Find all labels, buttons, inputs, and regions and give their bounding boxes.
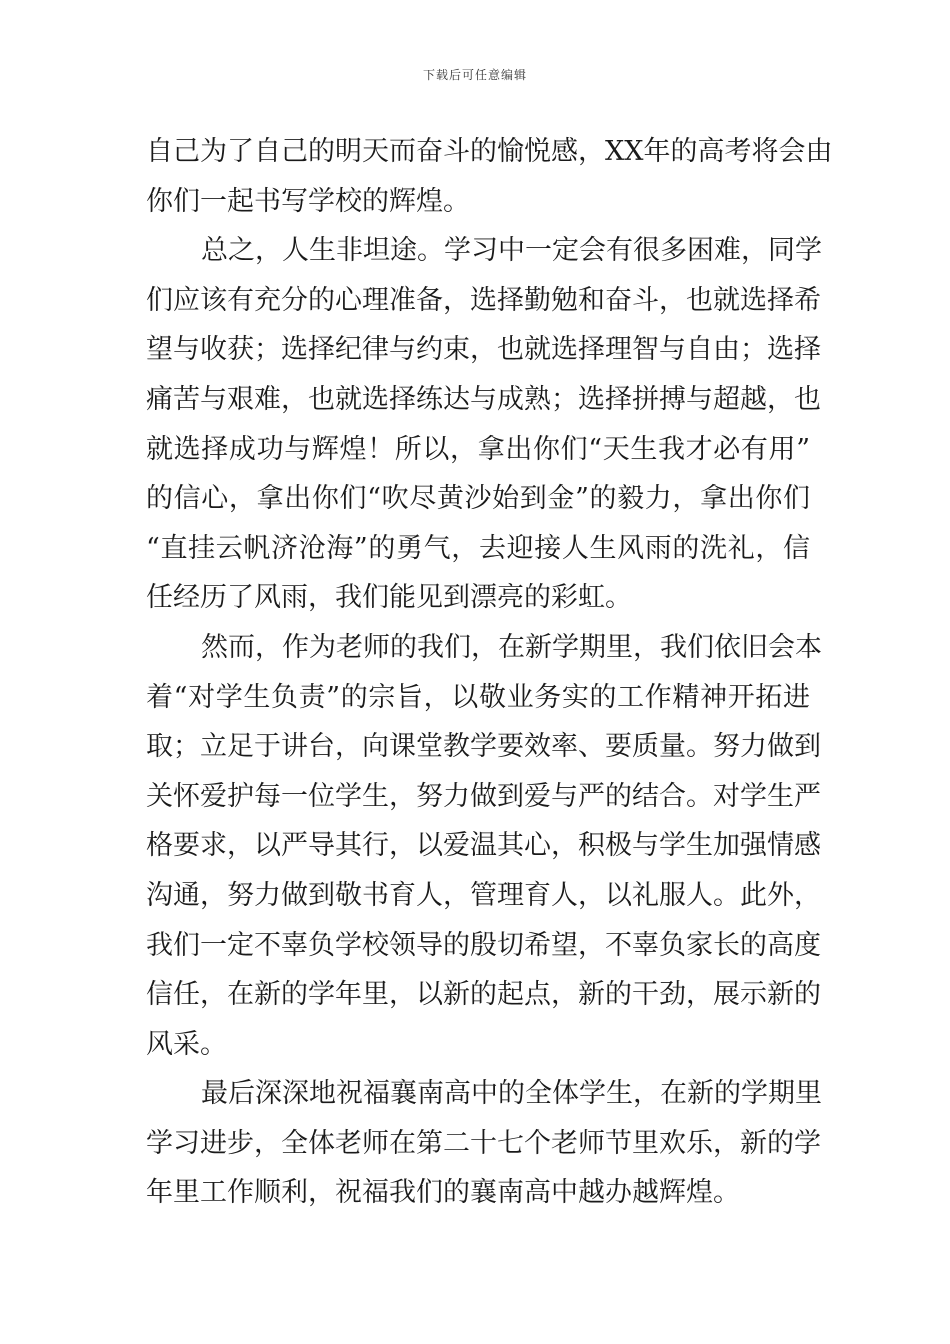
text-line: 风采。 <box>146 1028 227 1060</box>
text-line: 任经历了风雨，我们能见到漂亮的彩虹。 <box>146 582 632 614</box>
text-line: 取；立足于讲台，向课堂教学要效率、要质量。努力做到 <box>146 731 821 763</box>
text-line: 自己为了自己的明天而奋斗的愉悦感，XX年的高考将会由 <box>146 136 833 167</box>
text-line: 学习进步，全体老师在第二十七个老师节里欢乐，新的学 <box>146 1127 821 1159</box>
text-line: 们应该有充分的心理准备，选择勤勉和奋斗，也就选择希 <box>146 284 821 316</box>
text-line: 着“对学生负责”的宗旨，以敬业务实的工作精神开拓进 <box>146 681 810 713</box>
paragraph-start-line: 最后深深地祝福襄南高中的全体学生，在新的学期里 <box>201 1078 822 1110</box>
text-line: 的信心，拿出你们“吹尽黄沙始到金”的毅力，拿出你们 <box>146 483 810 515</box>
paragraph-start-line: 总之，人生非坦途。学习中一定会有很多困难，同学 <box>201 235 822 267</box>
text-line: 望与收获；选择纪律与约束，也就选择理智与自由；选择 <box>146 334 821 366</box>
text-line: 沟通，努力做到敬书育人，管理育人，以礼服人。此外， <box>146 879 821 911</box>
document-body <box>146 127 833 1218</box>
text-line: 你们一起书写学校的辉煌。 <box>146 185 470 217</box>
text-line: 痛苦与艰难，也就选择练达与成熟；选择拼搏与超越，也 <box>146 383 821 415</box>
text-line: 年里工作顺利，祝福我们的襄南高中越办越辉煌。 <box>146 1177 740 1209</box>
text-line: 格要求，以严导其行，以爱温其心，积极与学生加强情感 <box>146 830 821 862</box>
text-line: 我们一定不辜负学校领导的殷切希望，不辜负家长的高度 <box>146 929 821 961</box>
paragraph-start-line: 然而，作为老师的我们，在新学期里，我们依旧会本 <box>201 631 822 663</box>
text-line: 信任，在新的学年里，以新的起点，新的干劲，展示新的 <box>146 979 821 1011</box>
text-line: “直挂云帆济沧海”的勇气，去迎接人生风雨的洗礼，信 <box>146 532 810 564</box>
text-line: 就选择成功与辉煌！所以，拿出你们“天生我才必有用” <box>146 433 810 465</box>
text-line: 关怀爱护每一位学生，努力做到爱与严的结合。对学生严 <box>146 780 821 812</box>
page-header: 下载后可任意编辑 <box>422 68 527 82</box>
